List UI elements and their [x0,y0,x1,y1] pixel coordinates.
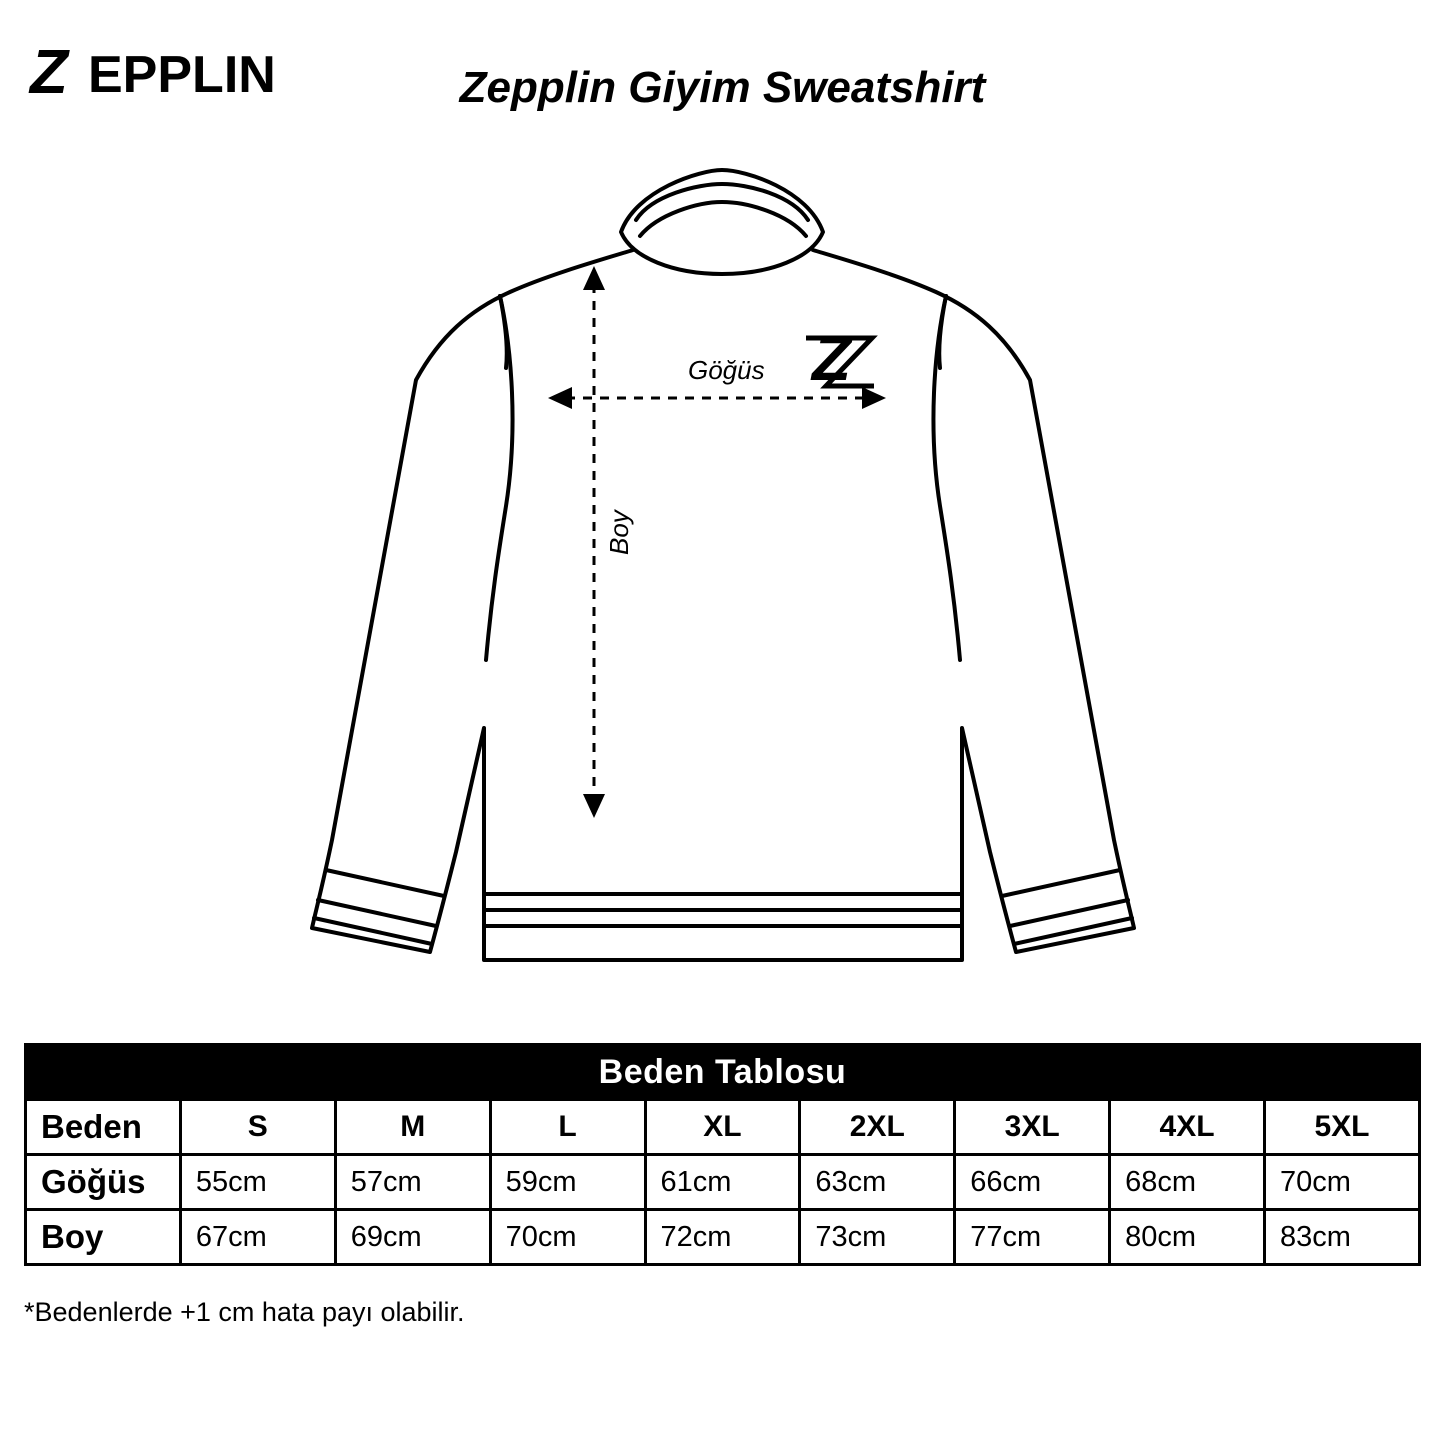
cell-gogus-4xl: 68cm [1110,1155,1265,1210]
cell-boy-2xl: 73cm [800,1210,955,1265]
collar-rib-2 [640,202,806,236]
disclaimer-note: *Bedenlerde +1 cm hata payı olabilir. [24,1297,465,1327]
table-row [26,1155,1420,1210]
cell-gogus-2xl: 63cm [800,1155,955,1210]
brand-logo-z: Z [30,38,66,107]
header-cell-size-xl: XL [645,1100,800,1155]
cell-boy-5xl: 83cm [1265,1210,1420,1265]
header-cell-size-5xl: 5XL [1265,1100,1420,1155]
brand-logo-text: EPPLIN [88,46,276,104]
header-cell-size-m: M [335,1100,490,1155]
cell-boy-m: 69cm [335,1210,490,1265]
right-cuff-top [1002,870,1120,896]
size-table-container [24,1043,1421,1266]
page-title-brand: Zepplin Giyim [459,63,751,112]
chest-logo-icon [806,322,874,394]
cell-gogus-m: 57cm [335,1155,490,1210]
page-title-product: Sweatshirt [762,63,986,112]
length-measure-arrow [583,266,605,818]
size-table [24,1043,1421,1266]
length-dimension-label: Boy [604,510,634,555]
header-cell-size-s: S [180,1100,335,1155]
chest-dimension-label: Göğüs [688,355,765,385]
left-shoulder-detail [500,296,507,368]
cell-boy-xl: 72cm [645,1210,800,1265]
svg-text:Z: Z [812,322,852,394]
header-cell-size-4xl: 4XL [1110,1100,1265,1155]
cell-gogus-xl: 61cm [645,1155,800,1210]
cell-boy-s: 67cm [180,1210,335,1265]
page-title [0,62,1445,114]
header [0,0,1445,150]
size-table-title: Beden Tablosu [26,1045,1420,1100]
cell-gogus-3xl: 66cm [955,1155,1110,1210]
header-cell-size-3xl: 3XL [955,1100,1110,1155]
cell-gogus-5xl: 70cm [1265,1155,1420,1210]
row-label-boy: Boy [26,1210,181,1265]
table-row [26,1210,1420,1265]
cell-boy-3xl: 77cm [955,1210,1110,1265]
header-cell-beden: Beden [26,1100,181,1155]
sweatshirt-diagram [0,140,1445,1040]
cell-boy-l: 70cm [490,1210,645,1265]
cell-gogus-s: 55cm [180,1155,335,1210]
table-title-row [26,1045,1420,1100]
cell-gogus-l: 59cm [490,1155,645,1210]
left-cuff-top [326,870,444,896]
sweatshirt-illustration [0,140,1445,1040]
header-cell-size-2xl: 2XL [800,1100,955,1155]
row-label-gogus: Göğüs [26,1155,181,1210]
right-shoulder-detail [939,296,946,368]
cell-boy-4xl: 80cm [1110,1210,1265,1265]
table-header-row [26,1100,1420,1155]
header-cell-size-l: L [490,1100,645,1155]
